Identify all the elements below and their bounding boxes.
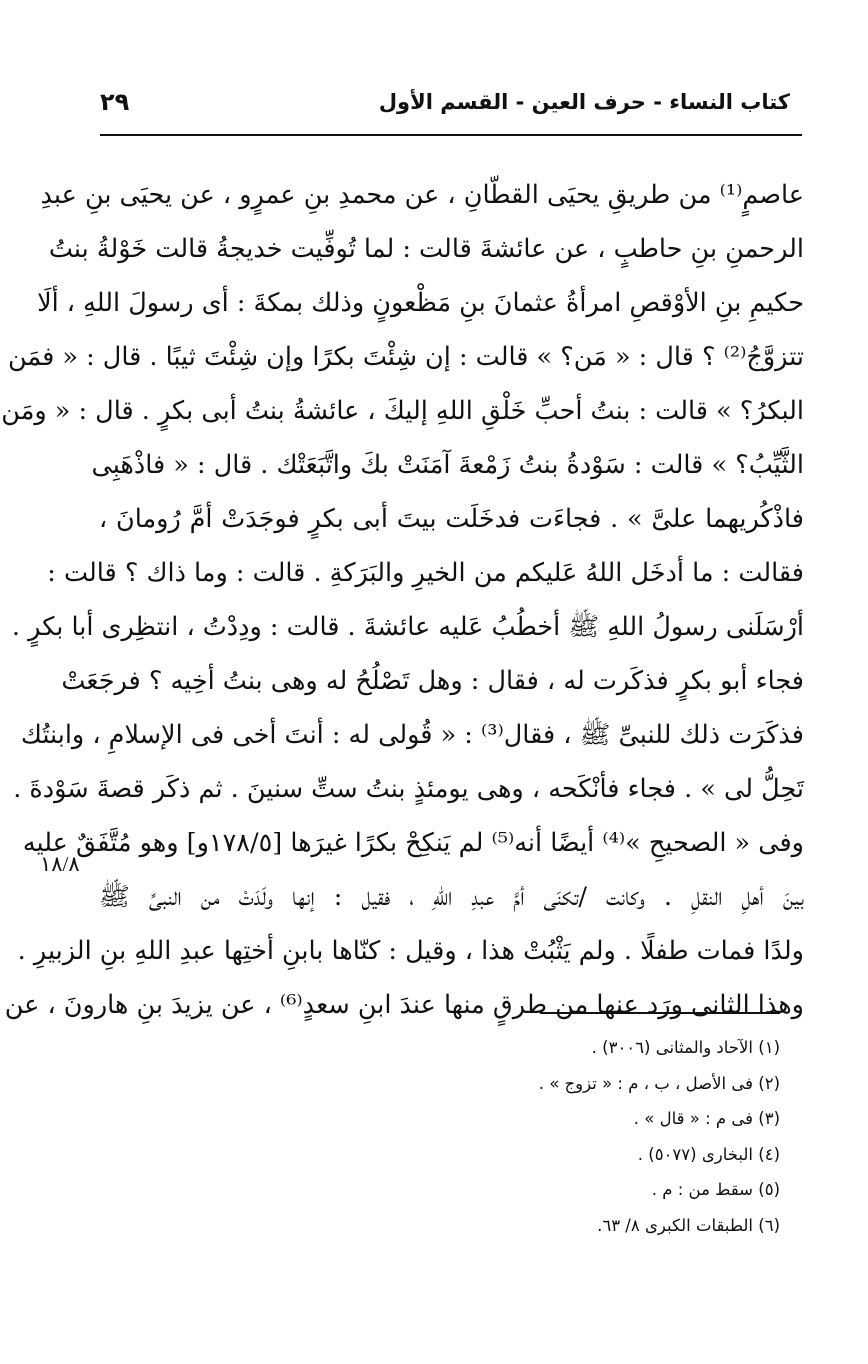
text-line: عاصمٍ⁽¹⁾ من طريقِ يحيَى القطّانِ ، عن محمدِ بنِ عمرٍو ، عن يحيَى بنِ عبدِ: [40, 180, 804, 210]
text-line: تَحِلُّ لى » . فجاء فأنْكَحه ، وهى يومئذٍ بنتُ ستِّ سنينَ . ثم ذكَر قصةَ سَوْدةَ .: [13, 774, 804, 804]
text-line: فذكَرَت ذلك للنبىِّ ﷺ ، فقال⁽³⁾ : « قُولى له : أنتَ أخى فى الإسلامِ ، وابنتُك: [20, 720, 804, 750]
text-line: وفى « الصحيحِ »⁽⁴⁾ أيضًا أنه⁽⁵⁾ لم يَنكِحْ بكرًا غيرَها [١٧٨/٥و] وهو مُتَّفَقٌ عليه: [22, 828, 804, 858]
text-line: الثَّيِّبُ؟ » قالت : سَوْدةُ بنتُ زَمْعةَ آمَنَتْ بكَ واتَّبَعَتْك . قال : « فاذْهَبِى: [91, 450, 804, 480]
footnote-rule: [540, 1012, 780, 1014]
footnote: (١) الآحاد والمثانى (٣٠٠٦) .: [591, 1038, 780, 1057]
footnotes: [380, 1030, 780, 1243]
text-line: وهذا الثانى ورَد عنها من طرقٍ منها عندَ ابنِ سعدٍ⁽⁶⁾ ، عن يزيدَ بنِ هارونَ ، عن: [4, 990, 804, 1020]
footnote: (٥) سقط من : م .: [651, 1180, 780, 1199]
footnote: (٤) البخارى (٥٠٧٧) .: [637, 1144, 780, 1164]
footnote: (٢) فى الأصل ، ب ، م : « تزوج » .: [538, 1073, 780, 1093]
text-line: تتزوَّجُ⁽²⁾ ؟ قال : « مَن؟ » قالت : إن شِئْتَ بكرًا وإن شِئْتَ ثيبًا . قال : « فمَن: [7, 342, 804, 372]
text-line: بينَ أهلِ النقلِ . وكانت /تكنَى أمَّ عبدِ اللهِ ، فقيل : إنها ولَدَتْ من النبىِّ ﷺ: [99, 882, 804, 912]
text-line: الرحمنِ بنِ حاطبٍ ، عن عائشةَ قالت : لما تُوفِّيت خديجةُ قالت خَوْلةُ بنتُ: [48, 234, 804, 264]
text-line: أرْسَلَنى رسولُ اللهِ ﷺ أخطُبُ عَليه عائشةَ . قالت : ودِدْتُ ، انتظِرى أبا بكرٍ .: [11, 612, 804, 642]
text-line: حكيمِ بنِ الأوْقصِ امرأةُ عثمانَ بنِ مَظْعونٍ وذلك بمكةَ : أى رسولَ اللهِ ، ألَا: [37, 288, 804, 318]
page-number: ٢٩: [100, 88, 130, 116]
text-line: فجاء أبو بكرٍ فذكَرت له ، فقال : وهل تَصْلُحُ له وهى بنتُ أخِيه ؟ فرجَعَتْ: [61, 666, 804, 696]
text-line: فاذْكُريهما علىَّ » . فجاءَت فدخَلَت بيتَ أبى بكرٍ فوجَدَتْ أمَّ رُومانَ ،: [99, 504, 804, 534]
text-line: ولدًا فمات طفلًا . ولم يَثْبُتْ هذا ، وقيل : كنّاها بابنِ أختِها عبدِ اللهِ بنِ الزبيرِ .: [17, 936, 804, 966]
text-line: البكرُ؟ » قالت : بنتُ أحبِّ خَلْقِ اللهِ إليكَ ، عائشةُ بنتُ أبى بكرٍ . قال : « ومَن: [1, 396, 804, 426]
running-head: [100, 88, 790, 128]
header-rule: [100, 134, 802, 136]
header-title: كتاب النساء - حرف العين - القسم الأول: [378, 90, 790, 114]
footnote: (٣) فى م : « قال » .: [633, 1109, 780, 1128]
margin-reference: ١٨/٨: [40, 852, 80, 876]
footnote: (٦) الطبقات الكبرى ٨/ ٦٣.: [597, 1215, 780, 1235]
text-line: فقالت : ما أدخَل اللهُ عَليكم من الخيرِ والبَرَكةِ . قالت : وما ذاك ؟ قالت :: [47, 558, 804, 588]
